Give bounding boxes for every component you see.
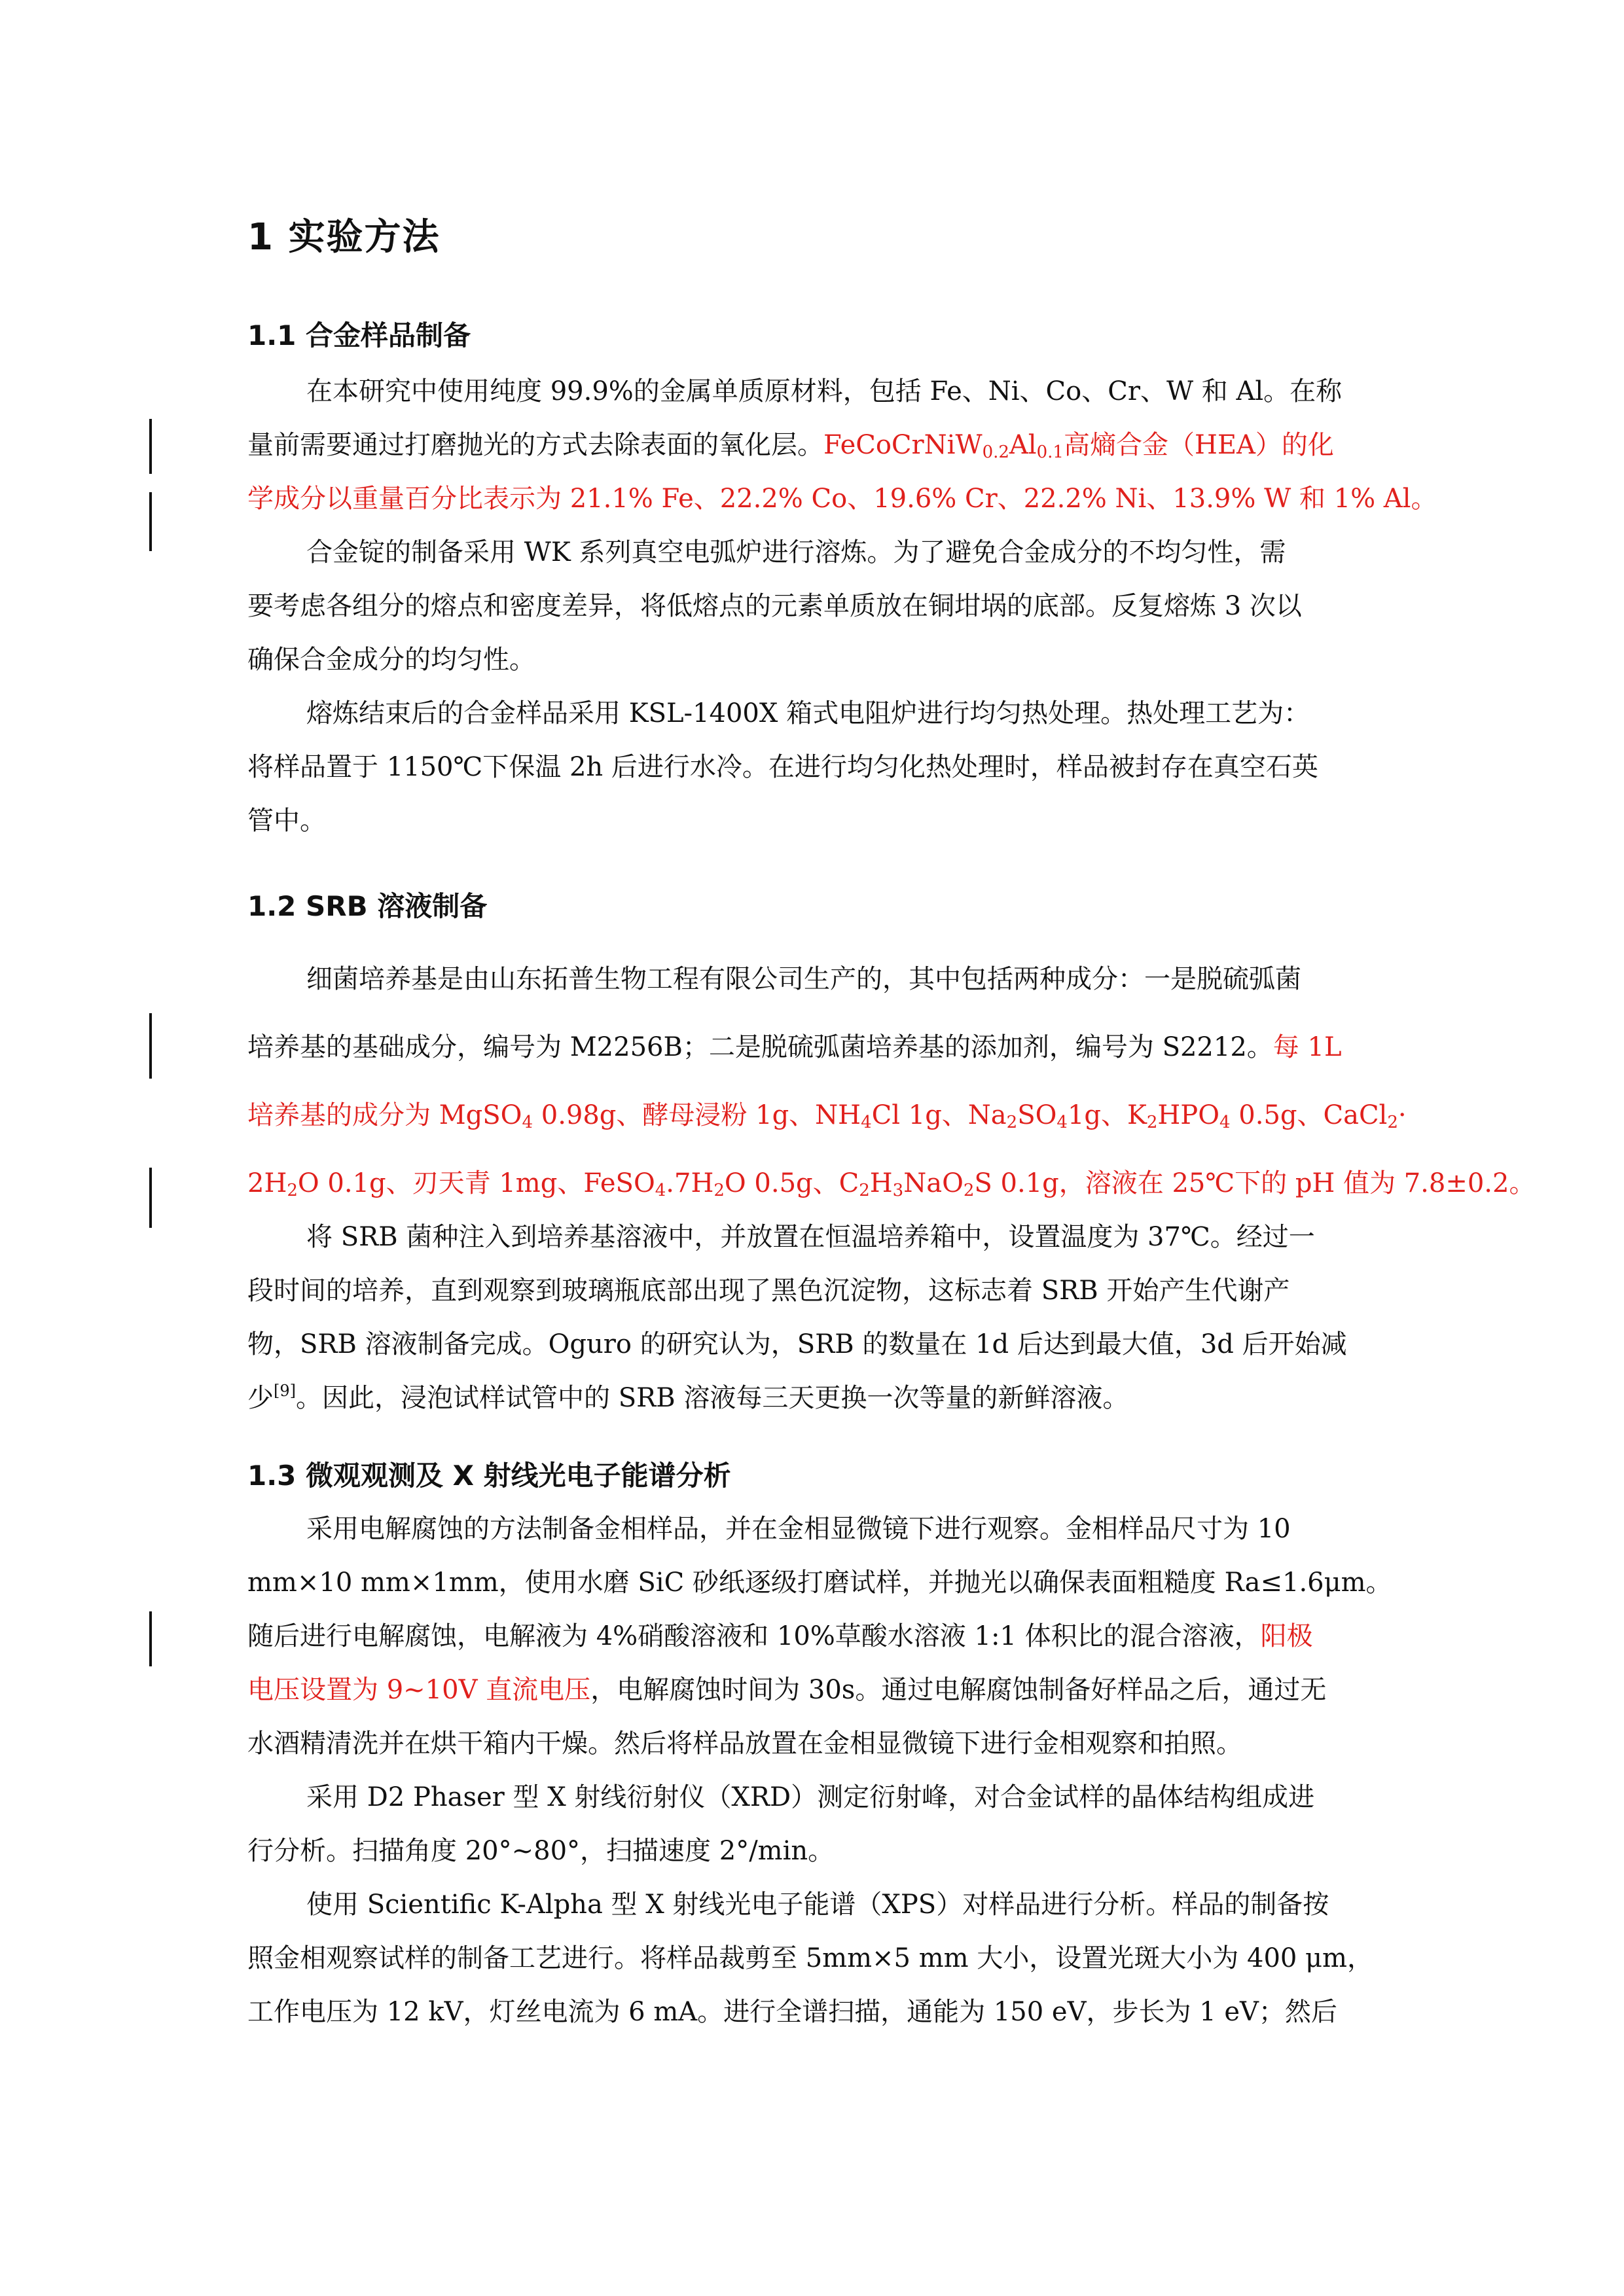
- subsection-heading-1-2: 1.2 SRB 溶液制备: [247, 890, 488, 922]
- paragraph-line: 要考虑各组分的熔点和密度差异，将低熔点的元素单质放在铜坩埚的底部。反复熔炼 3 次以: [247, 591, 1302, 621]
- paragraph-line: 培养基的基础成分，编号为 M2256B；二是脱硫弧菌培养基的添加剂，编号为 S2212。每 1L: [247, 1032, 1342, 1062]
- paragraph-line: 物，SRB 溶液制备完成。Oguro 的研究认为，SRB 的数量在 1d 后达到最大值，3d 后开始减: [247, 1329, 1347, 1359]
- revised-text-line: 培养基的成分为 MgSO$_4$ 0.98g、酵母浸粉 1g、$NH_4Cl$ 1g、$Na_2SO_41g$、$K_2HPO_4$ 0.5g、CaCl$_2$·: [247, 1100, 1407, 1132]
- revised-text: $FeCoCrNiW_{0.2}Al_{0.1}$高熵合金（HEA）的化: [823, 430, 1334, 462]
- subsection-heading-1-1: 1.1 合金样品制备: [247, 319, 471, 351]
- paragraph-line: 电压设置为 9~10V 直流电压，电解腐蚀时间为 30s。通过电解腐蚀制备好样品之后，通过无: [247, 1675, 1327, 1705]
- paragraph-line: 细菌培养基是由山东拓普生物工程有限公司生产的，其中包括两种成分：一是脱硫弧菌: [306, 964, 1301, 994]
- paragraph-line: mm×10 mm×1mm，使用水磨 SiC 砂纸逐级打磨试样，并抛光以确保表面粗糙度 Ra≤1.6μm。: [247, 1568, 1392, 1598]
- paragraph-line: 照金相观察试样的制备工艺进行。将样品裁剪至 5mm×5 mm 大小，设置光斑大小为 400 μm，: [247, 1943, 1373, 1973]
- paragraph-line: 随后进行电解腐蚀，电解液为 4%硝酸溶液和 10%草酸水溶液 1:1 体积比的混合溶液，阳极: [247, 1621, 1313, 1651]
- paragraph-line: 熔炼结束后的合金样品采用 KSL-1400X 箱式电阻炉进行均匀热处理。热处理工艺为：: [306, 698, 1310, 728]
- paragraph-line: 确保合金成分的均匀性。: [247, 645, 535, 675]
- paragraph-line: 使用 Scientific K-Alpha 型 X 射线光电子能谱（XPS）对样品进行分析。样品的制备按: [306, 1890, 1329, 1920]
- paragraph-line: 行分析。扫描角度 20°~80°，扫描速度 2°/min。: [247, 1836, 835, 1866]
- paragraph-line: 工作电压为 12 kV，灯丝电流为 6 mA。进行全谱扫描，通能为 150 eV，步长为 1 eV；然后: [247, 1997, 1337, 2027]
- change-bar: [149, 419, 152, 474]
- change-bar: [149, 1168, 152, 1228]
- paragraph-line: 将样品置于 1150℃下保温 2h 后进行水冷。在进行均匀化热处理时，样品被封存在真空石英: [247, 752, 1318, 782]
- section-title: 1 实验方法: [247, 216, 441, 259]
- paragraph-line: 量前需要通过打磨抛光的方式去除表面的氧化层。$FeCoCrNiW_{0.2}Al_{0.1}$高熵合金（HEA）的化: [247, 430, 1334, 462]
- paragraph-line: 将 SRB 菌种注入到培养基溶液中，并放置在恒温培养箱中，设置温度为 37℃。经过一: [306, 1222, 1315, 1252]
- paragraph-line: 采用电解腐蚀的方法制备金相样品，并在金相显微镜下进行观察。金相样品尺寸为 10: [306, 1514, 1291, 1544]
- revised-text-line: $2H_2O$ 0.1g、刃天青 1mg、$FeSO_4.7H_2O$ 0.5g、$C_2H_3NaO_2S$ 0.1g，溶液在 25℃下的 pH 值为 7.8±0.2。: [247, 1168, 1536, 1200]
- paragraph-line: 采用 D2 Phaser 型 X 射线衍射仪（XRD）测定衍射峰，对合金试样的晶体结构组成进: [306, 1782, 1315, 1812]
- change-bar: [149, 492, 152, 551]
- subsection-heading-1-3: 1.3 微观观测及 X 射线光电子能谱分析: [247, 1460, 731, 1492]
- paragraph-line: 在本研究中使用纯度 99.9%的金属单质原材料，包括 Fe、Ni、Co、Cr、W 和 Al。在称: [306, 376, 1343, 406]
- change-bar: [149, 1013, 152, 1079]
- paragraph-line: 水酒精清洗并在烘干箱内干燥。然后将样品放置在金相显微镜下进行金相观察和拍照。: [247, 1729, 1242, 1759]
- change-bar: [149, 1611, 152, 1666]
- revised-text-line: 学成分以重量百分比表示为 21.1% Fe、22.2% Co、19.6% Cr、22.2% Ni、13.9% W 和 1% Al。: [247, 484, 1437, 514]
- paragraph-line: 管中。: [247, 806, 326, 836]
- paragraph-line: 少[9]。因此，浸泡试样试管中的 SRB 溶液每三天更换一次等量的新鲜溶液。: [247, 1382, 1129, 1413]
- citation-ref: [9]: [274, 1382, 296, 1400]
- paragraph-line: 合金锭的制备采用 WK 系列真空电弧炉进行溶炼。为了避免合金成分的不均匀性，需: [306, 537, 1286, 567]
- paragraph-line: 段时间的培养，直到观察到玻璃瓶底部出现了黑色沉淀物，这标志着 SRB 开始产生代谢产: [247, 1276, 1290, 1306]
